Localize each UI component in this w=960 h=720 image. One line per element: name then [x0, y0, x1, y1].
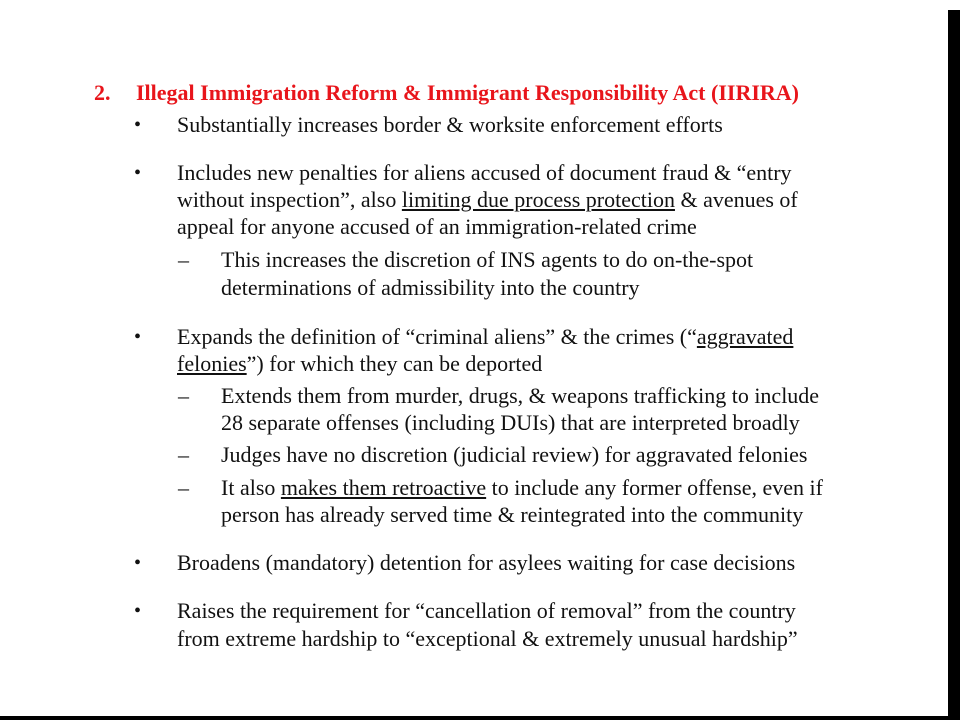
- underlined-phrase: limiting due process protection: [401, 187, 675, 212]
- bullet-2-line-1: Includes new penalties for aliens accused of document fraud & “entry: [177, 160, 792, 185]
- section-heading: [94, 80, 799, 106]
- bullet-3-line-1: Expands the definition of “criminal aliens” & the crimes (“aggravated: [177, 324, 794, 349]
- bullet-4-line-1: Broadens (mandatory) detention for asylees waiting for case decisions: [177, 550, 796, 575]
- section-number: 2.: [94, 80, 111, 105]
- dash-marker: –: [178, 247, 189, 272]
- bullet-2-sub-1-line-1: This increases the discretion of INS agents to do on-the-spot: [221, 247, 754, 272]
- dash-marker: –: [178, 383, 189, 408]
- bullet-3-sub-1-line-1: Extends them from murder, drugs, & weapons trafficking to include: [221, 383, 820, 408]
- bullet-2-sub-1-line-2: determinations of admissibility into the country: [221, 275, 640, 300]
- bullet-3-line-2: felonies”) for which they can be deported: [177, 351, 543, 376]
- section-title: Illegal Immigration Reform & Immigrant Responsibility Act (IIRIRA): [136, 80, 799, 105]
- bullet-3-sub-2-line-1: Judges have no discretion (judicial review) for aggravated felonies: [221, 442, 808, 467]
- bullet-2-line-3: appeal for anyone accused of an immigration-related crime: [177, 214, 697, 239]
- bullet-marker: •: [134, 326, 142, 348]
- bullet-3-sub-3-line-2: person has already served time & reintegrated into the community: [221, 502, 804, 527]
- bullet-5-line-1: Raises the requirement for “cancellation of removal” from the country: [177, 598, 796, 623]
- underlined-phrase: aggravated: [696, 324, 794, 349]
- slide-frame-bottom-edge: [0, 716, 960, 720]
- bullet-marker: •: [134, 600, 142, 622]
- dash-marker: –: [178, 475, 189, 500]
- dash-marker: –: [178, 442, 189, 467]
- bullet-1-line-1: Substantially increases border & worksite enforcement efforts: [177, 112, 723, 137]
- bullet-3-sub-3-line-1: It also makes them retroactive to include any former offense, even if: [221, 475, 823, 500]
- bullet-5-line-2: from extreme hardship to “exceptional & extremely unusual hardship”: [177, 626, 798, 651]
- bullet-marker: •: [134, 552, 142, 574]
- slide-frame-right-edge: [948, 10, 960, 720]
- underlined-phrase: makes them retroactive: [280, 475, 487, 500]
- underlined-phrase: felonies: [177, 351, 247, 376]
- bullet-marker: •: [134, 114, 142, 136]
- bullet-2-line-2: without inspection”, also limiting due process protection & avenues of: [177, 187, 798, 212]
- bullet-marker: •: [134, 162, 142, 184]
- bullet-3-sub-1-line-2: 28 separate offenses (including DUIs) that are interpreted broadly: [221, 410, 800, 435]
